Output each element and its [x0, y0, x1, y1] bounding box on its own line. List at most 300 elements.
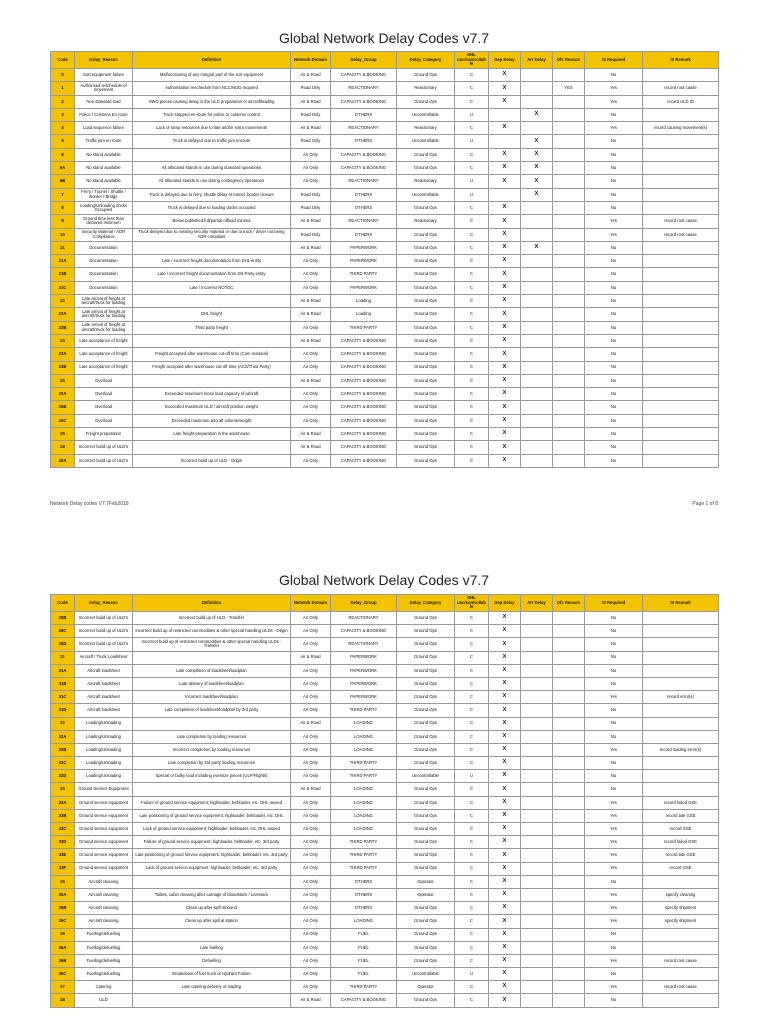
cell-si-remark: record root cause: [643, 228, 719, 241]
cell-delay-category: Operator: [397, 888, 455, 901]
cell-si-remark: [643, 281, 719, 294]
cell-si-remark: record root cause: [643, 82, 719, 95]
cell-arr-delay: [521, 428, 553, 441]
cell-arr-delay: [521, 625, 553, 638]
cell-code: 31B: [51, 677, 75, 690]
cell-si-remark: [643, 730, 719, 743]
cell-dep-delay: X: [489, 783, 521, 796]
cell-definition: Truck stopped en-route for police or customs control: [133, 108, 291, 121]
cell-definition: DHL freight: [133, 308, 291, 321]
cell-arr-delay: [521, 743, 553, 756]
cell-delay-reason: Documentation: [75, 268, 133, 281]
cell-dep-delay: X: [489, 941, 521, 954]
cell-arr-delay: [521, 941, 553, 954]
cell-network-domain: Air Only: [291, 796, 331, 809]
cell-controllable: C: [455, 625, 489, 638]
cell-delay-category: Ground Ops: [397, 717, 455, 730]
cell-controllable: C: [455, 361, 489, 374]
cell-controllable: C: [455, 651, 489, 664]
cell-si-required: No: [585, 994, 643, 1007]
cell-arr-delay: X: [521, 162, 553, 175]
cell-si-required: No: [585, 941, 643, 954]
cell-dep-delay: X: [489, 414, 521, 427]
cell-delay-group: OTHERS: [331, 108, 397, 121]
cell-delay-reason: Load sequence failure: [75, 122, 133, 135]
cell-delay-category: Uncontrollable: [397, 770, 455, 783]
cell-delay-group: CAPACITY & BOOKING: [331, 625, 397, 638]
table-row: [51, 135, 719, 148]
cell-controllable: C: [455, 82, 489, 95]
cell-code: 32D: [51, 770, 75, 783]
cell-delay-reason: Aircraft cleaning: [75, 875, 133, 888]
cell-delay-reason: Aircraft loadsheet: [75, 664, 133, 677]
cell-definition: Failure of ground service equipment; highloader, beltloader, etc. 3rd party: [133, 836, 291, 849]
cell-arr-delay: X: [521, 241, 553, 254]
cell-si-remark: [643, 612, 719, 625]
cell-delay-category: Ground Ops: [397, 928, 455, 941]
cell-network-domain: Air Only: [291, 730, 331, 743]
page1-table-body: [51, 69, 719, 468]
cell-controllable: C: [455, 823, 489, 836]
cell-delay-reason: Overload: [75, 388, 133, 401]
cell-si-required: No: [585, 625, 643, 638]
column-header-network-domain: Network Domain: [291, 595, 331, 612]
cell-dfc-reason: [553, 95, 585, 108]
cell-si-required: Yes: [585, 95, 643, 108]
cell-dfc-reason: [553, 651, 585, 664]
cell-controllable: C: [455, 295, 489, 308]
cell-si-required: No: [585, 162, 643, 175]
cell-definition: [133, 148, 291, 161]
cell-dep-delay: X: [489, 281, 521, 294]
cell-arr-delay: [521, 677, 553, 690]
cell-code: 21: [51, 241, 75, 254]
cell-controllable: C: [455, 241, 489, 254]
page2-header-row: [51, 595, 719, 612]
cell-arr-delay: [521, 902, 553, 915]
cell-code: 10: [51, 228, 75, 241]
cell-delay-group: PAPERWORK: [331, 651, 397, 664]
cell-arr-delay: [521, 994, 553, 1007]
cell-arr-delay: X: [521, 108, 553, 121]
table-row: [51, 691, 719, 704]
cell-si-remark: record ULD ID: [643, 95, 719, 108]
column-header-arr-delay: Arr Delay: [521, 52, 553, 69]
cell-controllable: C: [455, 704, 489, 717]
table-row: [51, 82, 719, 95]
table-row: [51, 175, 719, 188]
cell-delay-reason: Aircraft cleaning: [75, 902, 133, 915]
cell-network-domain: Air & Road: [291, 241, 331, 254]
cell-delay-group: THIRD PARTY: [331, 757, 397, 770]
cell-network-domain: Air Only: [291, 862, 331, 875]
cell-dfc-reason: [553, 361, 585, 374]
cell-dfc-reason: [553, 428, 585, 441]
table-row: [51, 981, 719, 994]
cell-code: 31C: [51, 691, 75, 704]
cell-arr-delay: [521, 717, 553, 730]
cell-delay-category: Ground Ops: [397, 414, 455, 427]
cell-code: 31: [51, 651, 75, 664]
cell-delay-group: THIRD PARTY: [331, 836, 397, 849]
cell-dep-delay: X: [489, 888, 521, 901]
cell-dep-delay: [489, 188, 521, 201]
column-header-arr-delay: Arr Delay: [521, 595, 553, 612]
cell-delay-category: Ground Ops: [397, 255, 455, 268]
cell-dfc-reason: [553, 188, 585, 201]
column-header-controllable: DHL unc/controllab le: [455, 52, 489, 69]
cell-arr-delay: [521, 308, 553, 321]
cell-dfc-reason: [553, 770, 585, 783]
cell-code: 35: [51, 875, 75, 888]
cell-network-domain: Air Only: [291, 902, 331, 915]
cell-definition: [133, 928, 291, 941]
cell-arr-delay: [521, 268, 553, 281]
cell-code: 25: [51, 374, 75, 387]
cell-arr-delay: [521, 441, 553, 454]
cell-delay-category: Ground Ops: [397, 228, 455, 241]
cell-si-required: No: [585, 348, 643, 361]
cell-code: 32: [51, 717, 75, 730]
cell-controllable: C: [455, 308, 489, 321]
cell-dfc-reason: [553, 994, 585, 1007]
cell-code: 33B: [51, 809, 75, 822]
cell-code: 28A: [51, 454, 75, 467]
cell-si-remark: [643, 321, 719, 334]
cell-arr-delay: [521, 348, 553, 361]
cell-dfc-reason: [553, 295, 585, 308]
cell-arr-delay: [521, 796, 553, 809]
cell-network-domain: Air Only: [291, 388, 331, 401]
cell-network-domain: Road Only: [291, 201, 331, 214]
cell-dfc-reason: [553, 809, 585, 822]
cell-arr-delay: X: [521, 135, 553, 148]
cell-code: 28C: [51, 625, 75, 638]
cell-si-required: Yes: [585, 809, 643, 822]
cell-delay-reason: Ferry / Tunnel / Shuttle / Border / Bridge: [75, 188, 133, 201]
cell-controllable: C: [455, 215, 489, 228]
column-header-dep-delay: Dep Delay: [489, 595, 521, 612]
cell-dep-delay: X: [489, 122, 521, 135]
cell-si-remark: record causing movement(s): [643, 122, 719, 135]
cell-dep-delay: X: [489, 454, 521, 467]
cell-network-domain: Air & Road: [291, 428, 331, 441]
cell-si-required: Yes: [585, 122, 643, 135]
cell-delay-reason: Loading/Unloading: [75, 757, 133, 770]
cell-delay-group: FUEL: [331, 968, 397, 981]
cell-definition: Late completion of loadsheet/loadplan by 3rd party: [133, 704, 291, 717]
cell-si-required: No: [585, 374, 643, 387]
table-row: [51, 69, 719, 82]
cell-controllable: C: [455, 809, 489, 822]
cell-controllable: C: [455, 428, 489, 441]
page1-title: Global Network Delay Codes v7.7: [278, 30, 490, 46]
cell-definition: Authorisation reschedule from NCC/NOD required: [133, 82, 291, 95]
cell-dfc-reason: [553, 135, 585, 148]
cell-definition: Late positioning of ground service equipment; highloader, beltloader, etc. 3rd party: [133, 849, 291, 862]
cell-code: 28: [51, 441, 75, 454]
cell-arr-delay: [521, 651, 553, 664]
cell-dep-delay: X: [489, 757, 521, 770]
cell-controllable: C: [455, 941, 489, 954]
column-header-network-domain: Network Domain: [291, 52, 331, 69]
cell-code: 28D: [51, 638, 75, 651]
cell-delay-group: PAPERWORK: [331, 664, 397, 677]
cell-si-remark: record GSE: [643, 862, 719, 875]
cell-code: 31A: [51, 664, 75, 677]
table-row: [51, 809, 719, 822]
cell-si-remark: [643, 348, 719, 361]
column-header-delay-group: Delay_Group: [331, 52, 397, 69]
column-header-si-remark: SI Remark: [643, 52, 719, 69]
cell-dep-delay: X: [489, 651, 521, 664]
cell-dfc-reason: [553, 454, 585, 467]
cell-si-required: No: [585, 241, 643, 254]
cell-dep-delay: X: [489, 388, 521, 401]
cell-delay-group: CAPACITY & BOOKING: [331, 348, 397, 361]
cell-dfc-reason: [553, 638, 585, 651]
cell-si-remark: [643, 994, 719, 1007]
cell-delay-category: Ground Ops: [397, 902, 455, 915]
cell-dep-delay: X: [489, 148, 521, 161]
cell-dep-delay: X: [489, 743, 521, 756]
cell-network-domain: Air Only: [291, 625, 331, 638]
cell-delay-category: Ground Ops: [397, 994, 455, 1007]
cell-code: 21B: [51, 268, 75, 281]
cell-dep-delay: X: [489, 902, 521, 915]
cell-delay-group: REACTIONARY: [331, 122, 397, 135]
cell-controllable: C: [455, 664, 489, 677]
cell-si-remark: [643, 308, 719, 321]
cell-dep-delay: X: [489, 241, 521, 254]
cell-controllable: C: [455, 638, 489, 651]
cell-definition: [133, 783, 291, 796]
cell-code: 6: [51, 148, 75, 161]
cell-dep-delay: X: [489, 95, 521, 108]
cell-dfc-reason: [553, 968, 585, 981]
cell-controllable: C: [455, 454, 489, 467]
cell-network-domain: Air & Road: [291, 95, 331, 108]
cell-delay-category: Ground Ops: [397, 162, 455, 175]
cell-definition: [133, 334, 291, 347]
cell-si-remark: [643, 875, 719, 888]
cell-si-remark: specify cleaning: [643, 888, 719, 901]
cell-dep-delay: X: [489, 862, 521, 875]
table-row: [51, 915, 719, 928]
cell-arr-delay: [521, 691, 553, 704]
cell-delay-category: Ground Ops: [397, 308, 455, 321]
cell-dep-delay: X: [489, 268, 521, 281]
cell-si-required: No: [585, 135, 643, 148]
cell-si-required: No: [585, 334, 643, 347]
table-row: [51, 849, 719, 862]
cell-delay-reason: Aircraft loadsheet: [75, 677, 133, 690]
cell-controllable: C: [455, 757, 489, 770]
cell-si-remark: specify shipment: [643, 902, 719, 915]
cell-delay-category: Ground Ops: [397, 691, 455, 704]
cell-network-domain: Air Only: [291, 281, 331, 294]
cell-dfc-reason: [553, 281, 585, 294]
column-header-delay-reason: Delay_Reason: [75, 52, 133, 69]
cell-delay-category: Ground Ops: [397, 148, 455, 161]
cell-dep-delay: [489, 108, 521, 121]
cell-dfc-reason: [553, 743, 585, 756]
cell-definition: All allocated stands in use during standard operations: [133, 162, 291, 175]
cell-dfc-reason: [553, 255, 585, 268]
cell-si-remark: [643, 148, 719, 161]
cell-dfc-reason: [553, 849, 585, 862]
cell-code: 33A: [51, 796, 75, 809]
cell-controllable: C: [455, 849, 489, 862]
cell-delay-category: Ground Ops: [397, 941, 455, 954]
cell-network-domain: Air Only: [291, 162, 331, 175]
cell-controllable: C: [455, 401, 489, 414]
cell-dfc-reason: [553, 69, 585, 82]
cell-controllable: C: [455, 334, 489, 347]
cell-si-remark: record loading error(s): [643, 743, 719, 756]
cell-delay-category: Reactionary: [397, 175, 455, 188]
cell-dfc-reason: [553, 915, 585, 928]
cell-si-remark: [643, 428, 719, 441]
cell-code: 2: [51, 95, 75, 108]
cell-arr-delay: X: [521, 148, 553, 161]
cell-code: 23A: [51, 348, 75, 361]
cell-delay-reason: Fuelling/defuelling: [75, 968, 133, 981]
cell-delay-category: Ground Ops: [397, 796, 455, 809]
cell-delay-category: Ground Ops: [397, 201, 455, 214]
cell-si-required: No: [585, 757, 643, 770]
cell-si-required: Yes: [585, 862, 643, 875]
cell-controllable: C: [455, 743, 489, 756]
cell-definition: [133, 875, 291, 888]
cell-si-required: No: [585, 612, 643, 625]
cell-dep-delay: X: [489, 175, 521, 188]
cell-dfc-reason: [553, 122, 585, 135]
cell-code: 0: [51, 69, 75, 82]
cell-si-required: No: [585, 677, 643, 690]
cell-dep-delay: X: [489, 677, 521, 690]
cell-delay-category: Ground Ops: [397, 454, 455, 467]
cell-definition: Truck is delayed due to traffic jam enroute: [133, 135, 291, 148]
cell-definition: [133, 441, 291, 454]
cell-delay-category: Ground Ops: [397, 704, 455, 717]
column-header-code: Code: [51, 52, 75, 69]
table-row: [51, 612, 719, 625]
cell-dfc-reason: [553, 954, 585, 967]
cell-code: 35A: [51, 888, 75, 901]
table-row: [51, 428, 719, 441]
cell-network-domain: Air Only: [291, 677, 331, 690]
cell-definition: Malfunctioning of any integral part of the sort equipment: [133, 69, 291, 82]
cell-definition: Toilets, cabin cleaning after carriage of bloodstock / Livestock: [133, 888, 291, 901]
cell-delay-category: Ground Ops: [397, 348, 455, 361]
cell-definition: [133, 994, 291, 1007]
table-row: [51, 454, 719, 467]
cell-dep-delay: X: [489, 255, 521, 268]
cell-code: 36C: [51, 968, 75, 981]
cell-si-required: No: [585, 175, 643, 188]
cell-controllable: C: [455, 954, 489, 967]
cell-dep-delay: X: [489, 915, 521, 928]
cell-delay-category: Reactionary: [397, 122, 455, 135]
cell-dep-delay: X: [489, 717, 521, 730]
cell-delay-category: Ground Ops: [397, 862, 455, 875]
cell-si-required: Yes: [585, 888, 643, 901]
cell-delay-category: Ground Ops: [397, 823, 455, 836]
cell-controllable: C: [455, 255, 489, 268]
cell-code: 21A: [51, 255, 75, 268]
cell-network-domain: Air Only: [291, 612, 331, 625]
cell-dfc-reason: [553, 902, 585, 915]
cell-arr-delay: [521, 454, 553, 467]
table-row: [51, 638, 719, 651]
cell-dfc-reason: [553, 215, 585, 228]
cell-definition: Below published full/partial offload minima: [133, 215, 291, 228]
cell-network-domain: Air Only: [291, 770, 331, 783]
cell-delay-category: Ground Ops: [397, 95, 455, 108]
cell-si-required: No: [585, 414, 643, 427]
cell-dfc-reason: [553, 374, 585, 387]
cell-dep-delay: X: [489, 441, 521, 454]
cell-network-domain: Air & Road: [291, 994, 331, 1007]
cell-network-domain: Air & Road: [291, 651, 331, 664]
cell-delay-group: CAPACITY & BOOKING: [331, 69, 397, 82]
cell-si-remark: [643, 783, 719, 796]
cell-definition: Late / incorrect freight documentation from 3rd Party entity: [133, 268, 291, 281]
cell-code: 26: [51, 428, 75, 441]
cell-delay-category: Ground Ops: [397, 836, 455, 849]
column-header-si-required: SI Required: [585, 595, 643, 612]
cell-si-remark: [643, 175, 719, 188]
cell-definition: HWO pieces causing delay in the ULD preparation or aircraftloading: [133, 95, 291, 108]
cell-delay-reason: No stand available: [75, 148, 133, 161]
cell-delay-group: LOADING: [331, 717, 397, 730]
table-row: [51, 757, 719, 770]
table-row: [51, 796, 719, 809]
table-row: [51, 770, 719, 783]
cell-si-remark: [643, 241, 719, 254]
table-row: [51, 321, 719, 334]
cell-dfc-reason: [553, 941, 585, 954]
cell-code: 33D: [51, 836, 75, 849]
cell-delay-group: FUEL: [331, 954, 397, 967]
cell-definition: Exceeded maximum loose load capacity of aircraft: [133, 388, 291, 401]
table-row: [51, 361, 719, 374]
cell-delay-category: Ground Ops: [397, 334, 455, 347]
column-header-delay-reason: Delay_Reason: [75, 595, 133, 612]
cell-dep-delay: X: [489, 334, 521, 347]
cell-delay-reason: Loading/Unloading: [75, 770, 133, 783]
cell-dep-delay: X: [489, 849, 521, 862]
cell-delay-group: CAPACITY & BOOKING: [331, 334, 397, 347]
cell-delay-category: Uncontrollable: [397, 188, 455, 201]
cell-delay-category: Uncontrollable: [397, 135, 455, 148]
cell-si-required: No: [585, 268, 643, 281]
column-header-dep-delay: Dep Delay: [489, 52, 521, 69]
column-header-delay-group: Delay_Group: [331, 595, 397, 612]
cell-si-remark: [643, 770, 719, 783]
cell-si-required: No: [585, 651, 643, 664]
cell-controllable: C: [455, 374, 489, 387]
cell-network-domain: Air Only: [291, 875, 331, 888]
cell-delay-group: REACTIONARY: [331, 215, 397, 228]
cell-delay-group: REACTIONARY: [331, 612, 397, 625]
cell-network-domain: Air Only: [291, 454, 331, 467]
cell-delay-reason: Overload: [75, 401, 133, 414]
cell-delay-group: LOADING: [331, 743, 397, 756]
cell-si-remark: [643, 201, 719, 214]
cell-code: 36B: [51, 954, 75, 967]
